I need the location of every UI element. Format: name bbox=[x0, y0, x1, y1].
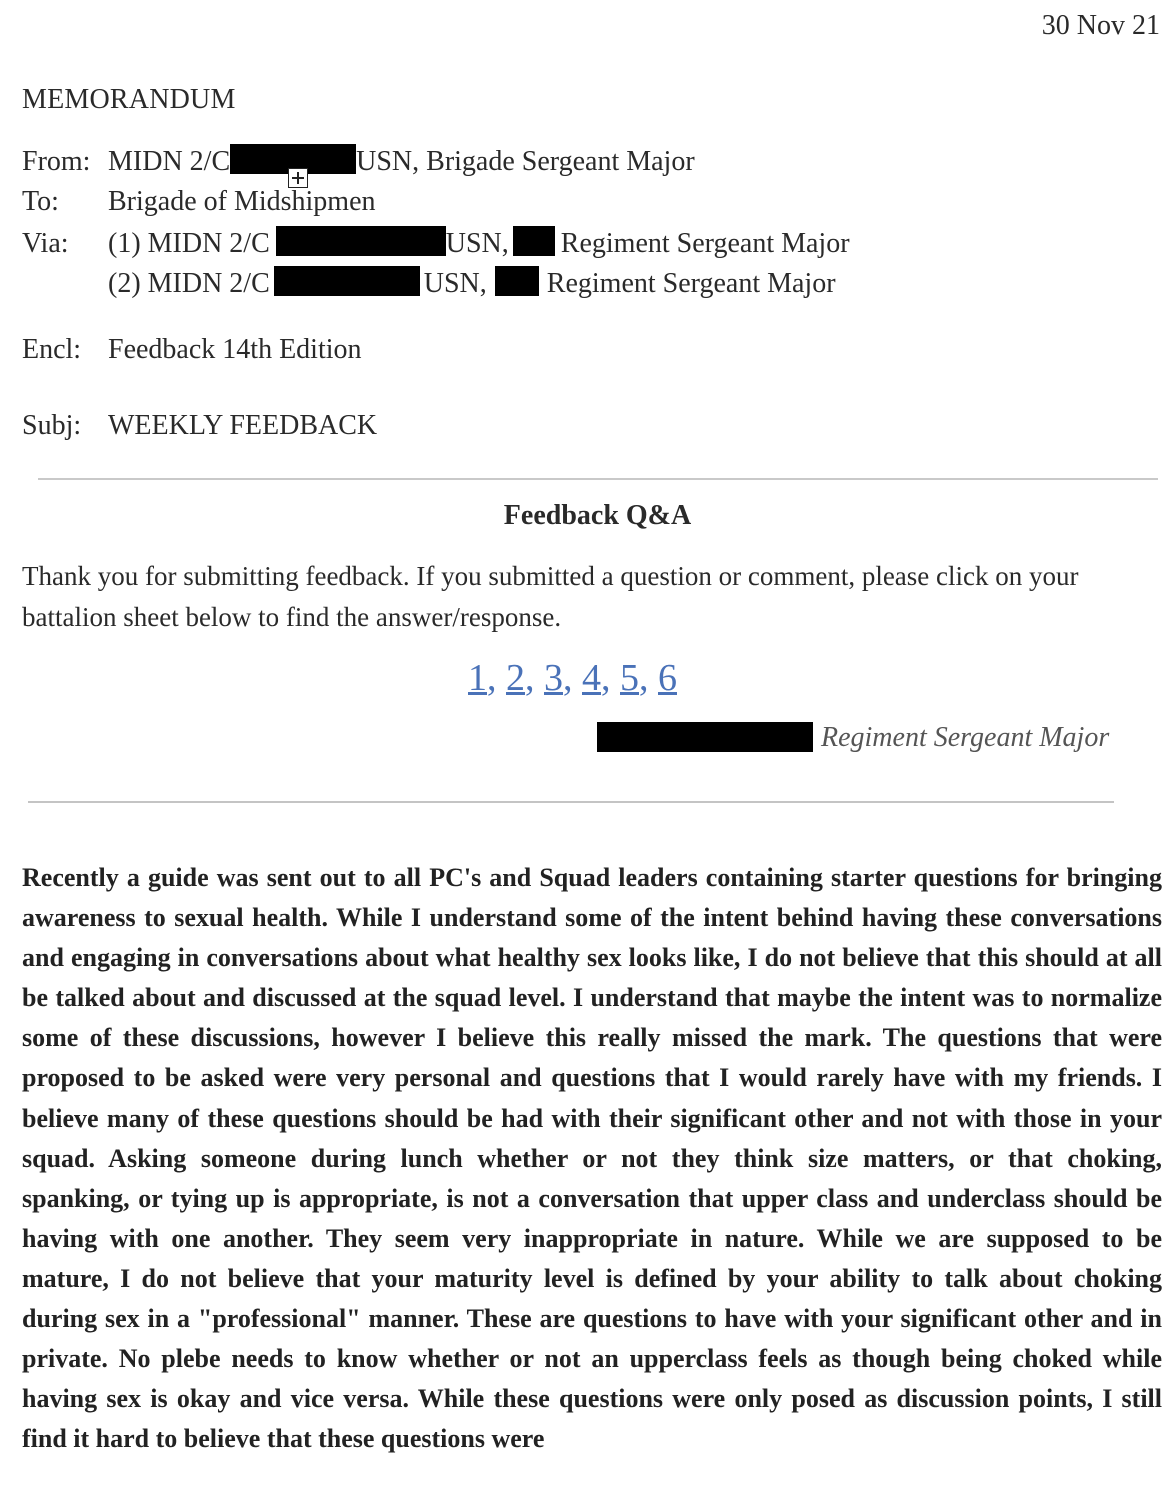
from-prefix: MIDN 2/C bbox=[108, 146, 231, 177]
subj-label: Subj: bbox=[22, 410, 82, 441]
encl-line bbox=[22, 334, 362, 366]
to-label: To: bbox=[22, 186, 59, 217]
via-label: Via: bbox=[22, 228, 69, 259]
battalion-link-3[interactable]: 3 bbox=[544, 657, 563, 699]
via1-suffix: Regiment Sergeant Major bbox=[560, 228, 850, 259]
battalion-link-5[interactable]: 5 bbox=[620, 657, 639, 699]
via-line-2 bbox=[22, 266, 836, 300]
battalion-link-6[interactable]: 6 bbox=[658, 657, 677, 699]
via1-prefix: (1) MIDN 2/C bbox=[108, 228, 270, 259]
from-line bbox=[22, 144, 695, 178]
battalion-link-2[interactable]: 2 bbox=[506, 657, 525, 699]
subj-line bbox=[22, 410, 377, 442]
encl-label: Encl: bbox=[22, 334, 82, 365]
via2-prefix: (2) MIDN 2/C bbox=[108, 268, 270, 299]
from-label: From: bbox=[22, 146, 91, 177]
memo-title: MEMORANDUM bbox=[22, 84, 236, 115]
subj-value: WEEKLY FEEDBACK bbox=[108, 410, 378, 441]
via-line-1 bbox=[22, 226, 850, 260]
move-cursor-icon bbox=[288, 168, 308, 188]
memo-date: 30 Nov 21 bbox=[1041, 10, 1160, 41]
section-title: Feedback Q&A bbox=[503, 500, 692, 531]
battalion-link-4[interactable]: 4 bbox=[582, 657, 601, 699]
via2-suffix: Regiment Sergeant Major bbox=[546, 268, 836, 299]
divider bbox=[38, 478, 1158, 480]
encl-value: Feedback 14th Edition bbox=[108, 334, 362, 365]
redaction-bar bbox=[495, 266, 539, 296]
redaction-bar bbox=[597, 722, 813, 752]
battalion-link-1[interactable]: 1 bbox=[468, 657, 487, 699]
signature-title: Regiment Sergeant Major bbox=[821, 722, 1110, 753]
redaction-bar bbox=[513, 226, 555, 256]
redaction-bar bbox=[274, 266, 420, 296]
battalion-links: 1, 2, 3, 4, 5, 6 bbox=[468, 657, 677, 699]
redaction-bar bbox=[276, 226, 446, 256]
divider bbox=[28, 801, 1114, 803]
instructions-text: Thank you for submitting feedback. If you submitted a question or comment, please click on your battalion sheet below to find the answer/response. bbox=[22, 561, 1079, 632]
via2-mid: USN, bbox=[423, 268, 487, 299]
from-suffix: USN, Brigade Sergeant Major bbox=[356, 146, 695, 177]
to-line bbox=[22, 186, 376, 218]
signature-block bbox=[597, 722, 1109, 754]
feedback-body: Recently a guide was sent out to all PC's and Squad leaders containing starter questions for bringing awareness to sexual health. While I understand some of the intent behind having these conversations and engaging in conversations about what healthy sex looks like, I do not believe that this should at all be talked about and discussed at the squad level. I understand that maybe the intent was to normalize some of these discussions, however I believe this really missed the mark. The questions that were proposed to be asked were very personal and questions that I would rarely have with my friends. I believe many of these questions should be had with their significant other and not with those in your squad. Asking someone during lunch whether or not they think size matters, or that choking, spanking, or tying up is appropriate, is not a conversation that upper class and underclass should be having with one another. They seem very inappropriate in nature. While we are supposed to be mature, I do not believe that your maturity level is defined by your ability to talk about choking during sex in a "professional" manner. These are questions to have with your significant other and in private. No plebe needs to know whether or not an upperclass feels as though being choked while having sex is okay and vice versa. While these questions were only posed as discussion points, I still find it hard to believe that these questions were bbox=[22, 863, 1162, 1454]
via1-mid: USN, bbox=[445, 228, 509, 259]
to-value: Brigade of Midshipmen bbox=[108, 186, 376, 217]
